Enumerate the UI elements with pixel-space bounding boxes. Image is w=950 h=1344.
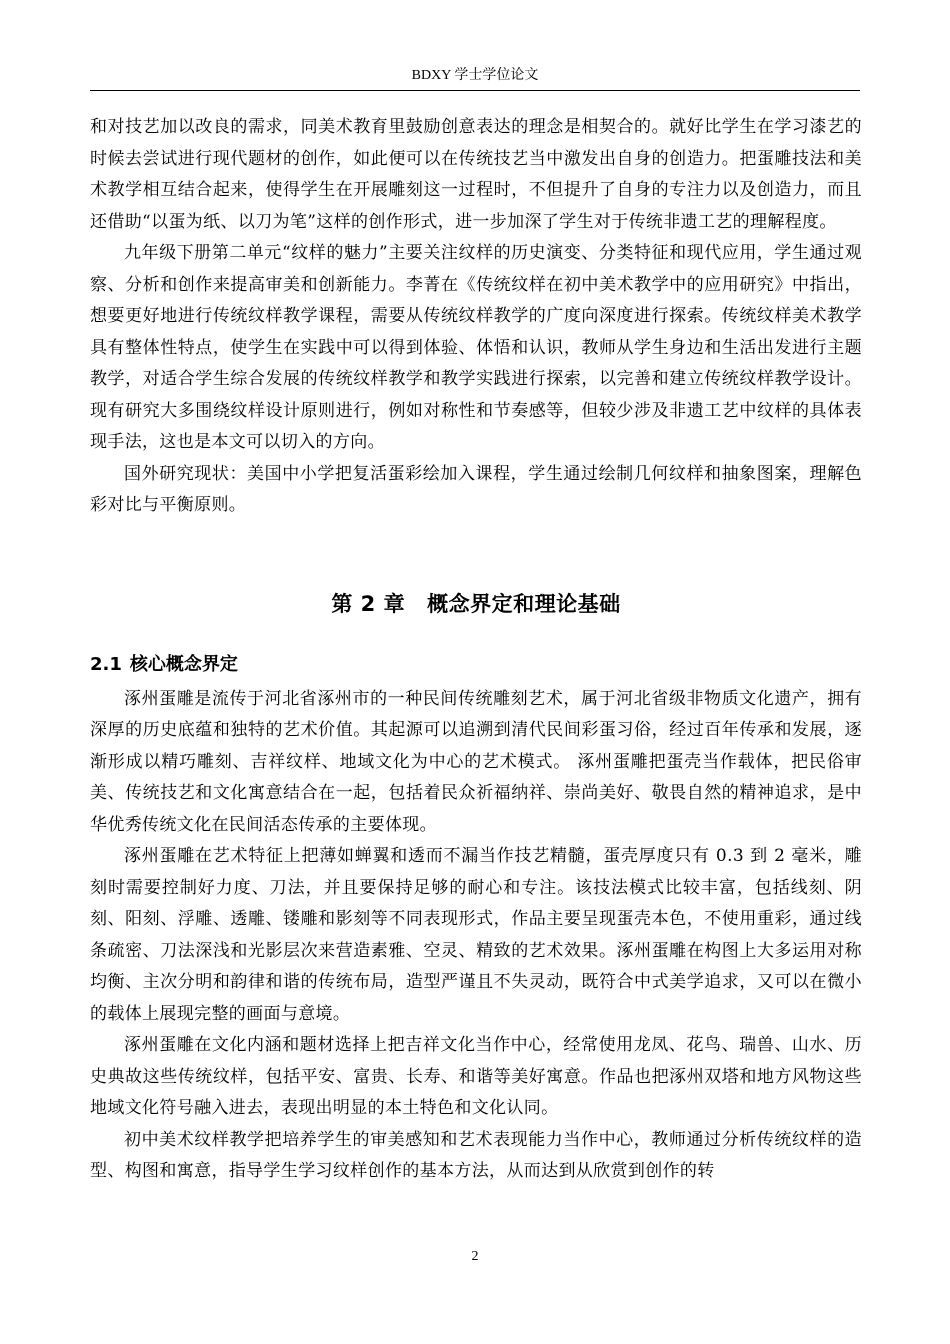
body-paragraph: 初中美术纹样教学把培养学生的审美感知和艺术表现能力当作中心，教师通过分析传统纹样的造型、构图和寓意，指导学生学习纹样创作的基本方法，从而达到从欣赏到创作的转: [90, 1129, 862, 1181]
section-number: 2.1: [90, 653, 122, 675]
body-paragraph: 涿州蛋雕是流传于河北省涿州市的一种民间传统雕刻艺术，属于河北省级非物质文化遗产，拥有深厚的历史底蕴和独特的艺术价值。其起源可以追溯到清代民间彩蛋习俗，经过百年传承和发展，逐渐形成以精巧雕刻、吉祥纹样、地域文化为中心的艺术模式。 涿州蛋雕把蛋壳当作载体，把民俗审美、传统技艺和文化寓意结合在一起，包括着民众祈福纳祥、崇尚美好、敬畏自然的精神追求，是中华优秀传统文化在民间活态传承的主要体现。: [90, 688, 862, 835]
section-title: 核心概念界定: [129, 653, 238, 675]
body-paragraph: 涿州蛋雕在文化内涵和题材选择上把吉祥文化当作中心，经常使用龙凤、花鸟、瑞兽、山水、历史典故这些传统纹样，包括平安、富贵、长寿、和谐等美好寓意。作品也把涿州双塔和地方风物这些地域文化符号融入进去，表现出明显的本土特色和文化认同。: [90, 1035, 862, 1118]
page-body: [90, 112, 862, 1188]
body-paragraph: 和对技艺加以改良的需求，同美术教育里鼓励创意表达的理念是相契合的。就好比学生在学习漆艺的时候去尝试进行现代题材的创作，如此便可以在传统技艺当中激发出自身的创造力。把蛋雕技法和美术教学相互结合起来，使得学生在开展雕刻这一过程时，不但提升了自身的专注力以及创造力，而且还借助“以蛋为纸、以刀为笔”这样的创作形式，进一步加深了学生对于传统非遗工艺的理解程度。: [90, 117, 862, 232]
body-paragraph: 国外研究现状：美国中小学把复活蛋彩绘加入课程，学生通过绘制几何纹样和抽象图案，理解色彩对比与平衡原则。: [90, 463, 862, 515]
section-heading: [90, 650, 862, 680]
body-paragraph: 涿州蛋雕在艺术特征上把薄如蝉翼和透而不漏当作技艺精髓，蛋壳厚度只有 0.3 到 2 毫米，雕刻时需要控制好力度、刀法，并且要保持足够的耐心和专注。该技法模式比较丰富，包括线刻、阴刻、阳刻、浮雕、透雕、镂雕和影刻等不同表现形式，作品主要呈现蛋壳本色，不使用重彩，通过线条疏密、刀法深浅和光影层次来营造素雅、空灵、精致的艺术效果。涿州蛋雕在构图上大多运用对称均衡、主次分明和韵律和谐的传统布局，造型严谨且不失灵动，既符合中式美学追求，又可以在微小的载体上展现完整的画面与意境。: [90, 846, 862, 1024]
page-header: BDXY 学士学位论文: [90, 62, 860, 91]
page-number: 2: [471, 1249, 479, 1264]
chapter-title: 概念界定和理论基础: [427, 591, 621, 616]
chapter-heading: [90, 586, 862, 622]
body-paragraph: 九年级下册第二单元“纹样的魅力”主要关注纹样的历史演变、分类特征和现代应用，学生通过观察、分析和创作来提高审美和创新能力。李菁在《传统纹样在初中美术教学中的应用研究》中指出，想要更好地进行传统纹样教学课程，需要从传统纹样教学的广度向深度进行探索。传统纹样美术教学具有整体性特点，使学生在实践中可以得到体验、体悟和认识，教师从学生身边和生活出发进行主题教学，对适合学生综合发展的传统纹样教学和教学实践进行探索，以完善和建立传统纹样教学设计。现有研究大多围绕纹样设计原则进行，例如对称性和节奏感等，但较少涉及非遗工艺中纹样的具体表现手法，这也是本文可以切入的方向。: [90, 243, 862, 452]
chapter-number: 第 2 章: [331, 591, 406, 616]
